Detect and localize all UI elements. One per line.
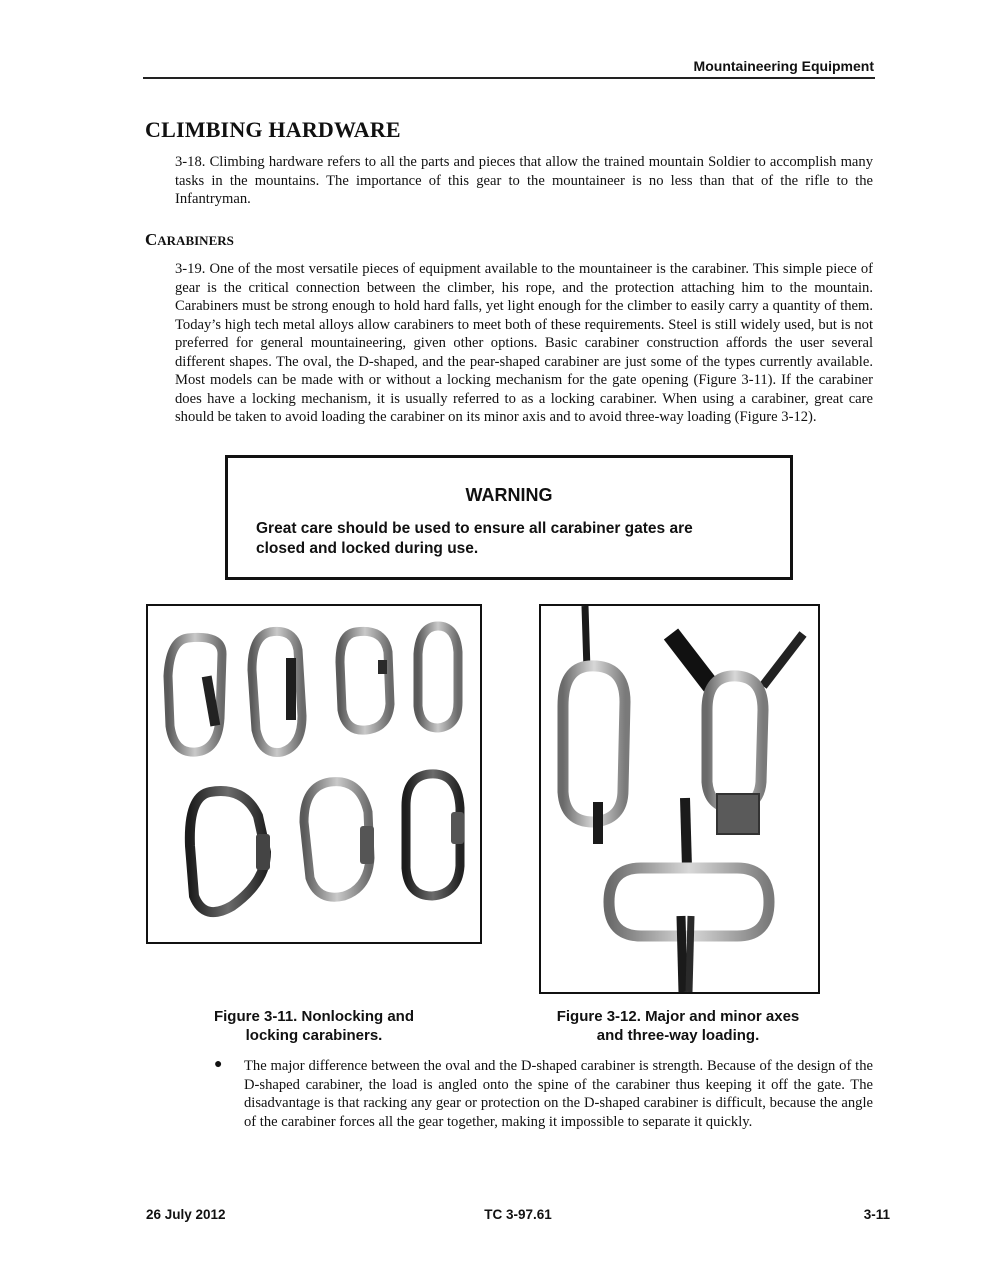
sling-webbing <box>717 794 759 834</box>
carabiner-5 <box>190 791 266 912</box>
figure-3-12-caption <box>533 1007 823 1045</box>
rope-bottom-lower <box>681 916 683 992</box>
carabiner-3 <box>340 631 390 730</box>
carabiner-6-lock <box>360 826 374 864</box>
carabiner-7-lock <box>451 812 464 844</box>
running-header: Mountaineering Equipment <box>693 58 874 74</box>
bullet-item-text: The major difference between the oval and the D-shaped carabiner is strength. Because of the design of the D-shaped carabiner, the load is angled onto the spine of the carabiner thus keeping it off the gate. The disadvantage is that racking any gear or protection on the D-shaped carabiner is difficult, because the angle of the carabiner forces all the gear together, making it impossible to separate it quickly. <box>244 1058 873 1130</box>
figure-3-12-caption-line1: Figure 3-12. Major and minor axes <box>556 1008 800 1025</box>
carabiners-illustration <box>148 606 480 942</box>
carabiner-3-gate <box>378 660 387 674</box>
rope-y-right <box>763 634 803 686</box>
subsection-title-rest: ARABINERS <box>157 233 234 248</box>
figure-3-12-image <box>539 604 820 994</box>
rope-left <box>585 606 587 670</box>
rope-y-left <box>671 634 711 686</box>
warning-box <box>225 455 793 580</box>
figure-3-11-caption-line2: locking carabiners. <box>245 1027 383 1044</box>
oval-carabiner-y <box>707 676 763 808</box>
carabiner-2-gate <box>286 658 296 720</box>
oval-carabiner-vertical <box>563 666 625 822</box>
loading-illustration <box>541 606 818 992</box>
subsection-title <box>145 230 234 250</box>
bullet-symbol: ● <box>214 1057 223 1072</box>
footer-doc-id: TC 3-97.61 <box>484 1207 552 1222</box>
rope-bottom-top <box>685 798 687 868</box>
paragraph-3-19: 3-19. One of the most versatile pieces of equipment available to the mountaineer is the carabiner. This simple piece of gear is the critical connection between the climber, his rope, and the protection attaching him to the mountain. Carabiners must be strong enough to hold hard falls, yet light enough for the climber to easily carry a quantity of them. Today’s high tech metal alloys allow carabiners to meet both of these requirements. Steel is still widely used, but is not preferred for general mountaineering, given other options. Basic carabiner construction affords the user several different shapes. The oval, the D-shaped, and the pear-shaped carabiner are just some of the types currently available. Most models can be made with or without a locking mechanism for the gate opening (Figure 3-11). If the carabiner does have a locking mechanism, it is usually referred to as a locking carabiner. When using a carabiner, great care should be taken to avoid loading the carabiner on its minor axis and to avoid three-way loading (Figure 3-12). <box>175 261 873 425</box>
rope-bottom-lower-2 <box>689 916 691 992</box>
warning-title: WARNING <box>465 485 553 505</box>
figure-3-11-caption-line1: Figure 3-11. Nonlocking and <box>213 1008 415 1025</box>
header-rule <box>143 77 875 79</box>
figure-3-12-caption-line2: and three-way loading. <box>596 1027 760 1044</box>
footer-page-number: 3-11 <box>863 1207 890 1222</box>
carabiner-5-lock <box>256 834 270 870</box>
paragraph-3-18: 3-18. Climbing hardware refers to all the parts and pieces that allow the trained mountain Soldier to accomplish many tasks in the mountains. The importance of this gear to the mountaineer is no less than that of the rifle to the Infantryman. <box>175 154 873 207</box>
figure-3-11-caption <box>196 1007 432 1045</box>
warning-text: Great care should be used to ensure all carabiner gates are closed and locked during use. <box>256 520 693 557</box>
carabiner-4 <box>418 626 458 728</box>
footer-date: 26 July 2012 <box>146 1207 226 1222</box>
subsection-title-initial: C <box>145 230 158 249</box>
figure-3-11-image <box>146 604 482 944</box>
section-title: CLIMBING HARDWARE <box>145 117 401 142</box>
sling-left <box>593 802 603 844</box>
